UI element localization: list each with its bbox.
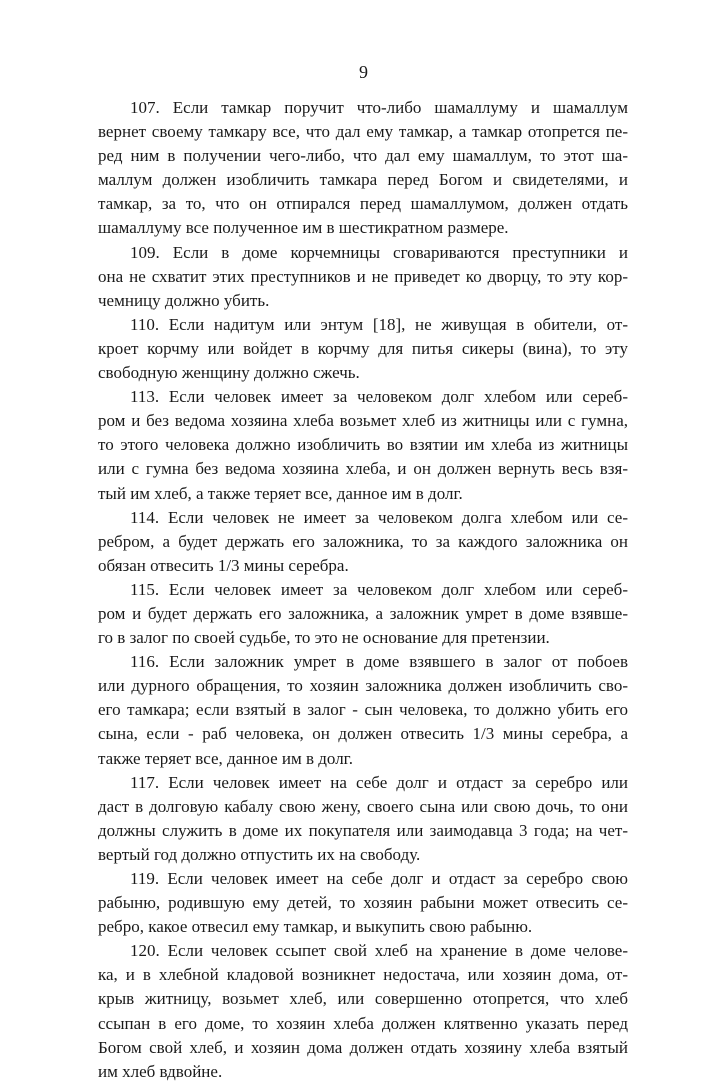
article-line: Богом свой хлеб, и хозяин дома должен отдать хозяину хлеба взятый — [98, 1037, 628, 1057]
article-line: свободную женщину должно сжечь. — [98, 363, 360, 383]
law-article — [98, 867, 628, 939]
article-line: ром и без ведома хозяина хлеба возьмет хлеб из житницы или с гумна, — [98, 411, 628, 431]
article-line: го в залог по своей судьбе, то это не основание для претензии. — [98, 628, 550, 648]
law-article — [98, 313, 628, 385]
law-article — [98, 385, 628, 505]
article-first-line: 107. Если тамкар поручит что-либо шамаллуму и шамаллум — [130, 98, 628, 117]
article-line: вернет своему тамкару все, что дал ему тамкар, а тамкар отопрется пе- — [98, 122, 628, 142]
law-article — [98, 578, 628, 650]
article-line: им хлеб вдвойне. — [98, 1061, 223, 1081]
law-article — [98, 241, 628, 313]
article-line: то этого человека должно изобличить во взятии им хлеба из житницы — [98, 435, 628, 455]
article-line: даст в долговую кабалу свою жену, своего сына или свою дочь, то они — [98, 796, 628, 816]
law-article — [98, 650, 628, 770]
article-first-line: 119. Если человек имеет на себе долг и отдаст за серебро свою — [130, 869, 628, 888]
article-first-line: 113. Если человек имеет за человеком долг хлебом или серeб- — [130, 387, 628, 407]
article-line: ребро, какое отвесил ему тамкар, и выкупить свою рабыню. — [98, 917, 533, 937]
article-line: ссыпан в его доме, то хозяин хлеба должен клятвенно указать перед — [98, 1013, 628, 1033]
article-line: чемницу должно убить. — [98, 290, 270, 310]
article-line: рабыню, родившую ему детей, то хозяин рабыни может отвесить се- — [98, 893, 628, 913]
article-line: шамаллуму все полученное им в шестикратном размере. — [98, 218, 509, 238]
page-number: 9 — [359, 62, 368, 82]
article-line: должны служить в доме их покупателя или заимодавца 3 года; на чет- — [98, 820, 628, 840]
article-line: кроет корчму или войдет в корчму для питья сикеры (вина), то эту — [98, 338, 628, 358]
article-first-line: 116. Если заложник умрет в доме взявшего в залог от побоев — [130, 652, 628, 672]
article-line: вертый год должно отпустить их на свободу. — [98, 844, 421, 864]
document-body — [98, 96, 628, 1084]
law-article — [98, 506, 628, 578]
article-line: ред ним в получении чего-либо, что дал ему шамаллум, то этот ша- — [98, 146, 628, 166]
article-line: маллум должен изобличить тамкара перед Богом и свидетелями, и — [98, 170, 628, 190]
article-line: или с гумна без ведома хозяина хлеба, и он должен вернуть весь взя- — [98, 459, 628, 479]
article-line: она не схватит этих преступников и не приведет ко дворцу, то эту кор- — [98, 266, 628, 286]
article-line: тамкар, за то, что он отпирался перед шамаллумом, должен отдать — [98, 194, 628, 214]
article-first-line: 109. Если в доме корчемницы сговариваются преступники и — [130, 242, 628, 262]
article-line: также теряет все, данное им в долг. — [98, 748, 353, 768]
article-line: или дурного обращения, то хозяин заложника должен изобличить сво- — [98, 676, 628, 696]
article-line: обязан отвесить 1/3 мины серебра. — [98, 555, 349, 575]
law-article — [98, 96, 628, 241]
article-line: ребром, а будет держать его заложника, то за каждого заложника он — [98, 531, 628, 551]
law-article — [98, 939, 628, 1084]
article-line: сына, если - раб человека, он должен отвесить 1/3 мины серебра, а — [98, 724, 628, 744]
article-line: ром и будет держать его заложника, а заложник умрет в доме взявше- — [98, 603, 628, 623]
article-first-line: 110. Если надитум или энтум [18], не живущая в обители, от- — [130, 314, 628, 334]
article-first-line: 120. Если человек ссыпет свой хлеб на хранение в доме челове- — [130, 941, 628, 961]
article-first-line: 114. Если человек не имеет за человеком долга хлебом или се- — [130, 507, 628, 527]
article-line: тый им хлеб, а также теряет все, данное им в долг. — [98, 483, 463, 503]
law-article — [98, 771, 628, 867]
article-line: крыв житницу, возьмет хлеб, или совершенно отопрется, что хлеб — [98, 989, 628, 1009]
article-first-line: 115. Если человек имеет за человеком долг хлебом или сереб- — [130, 579, 628, 599]
article-line: ка, и в хлебной кладовой возникнет недостача, или хозяин дома, от- — [98, 965, 628, 985]
article-first-line: 117. Если человек имеет на себе долг и отдаст за серебро или — [130, 772, 628, 792]
article-line: его тамкара; если взятый в залог - сын человека, то должно убить его — [98, 700, 628, 720]
